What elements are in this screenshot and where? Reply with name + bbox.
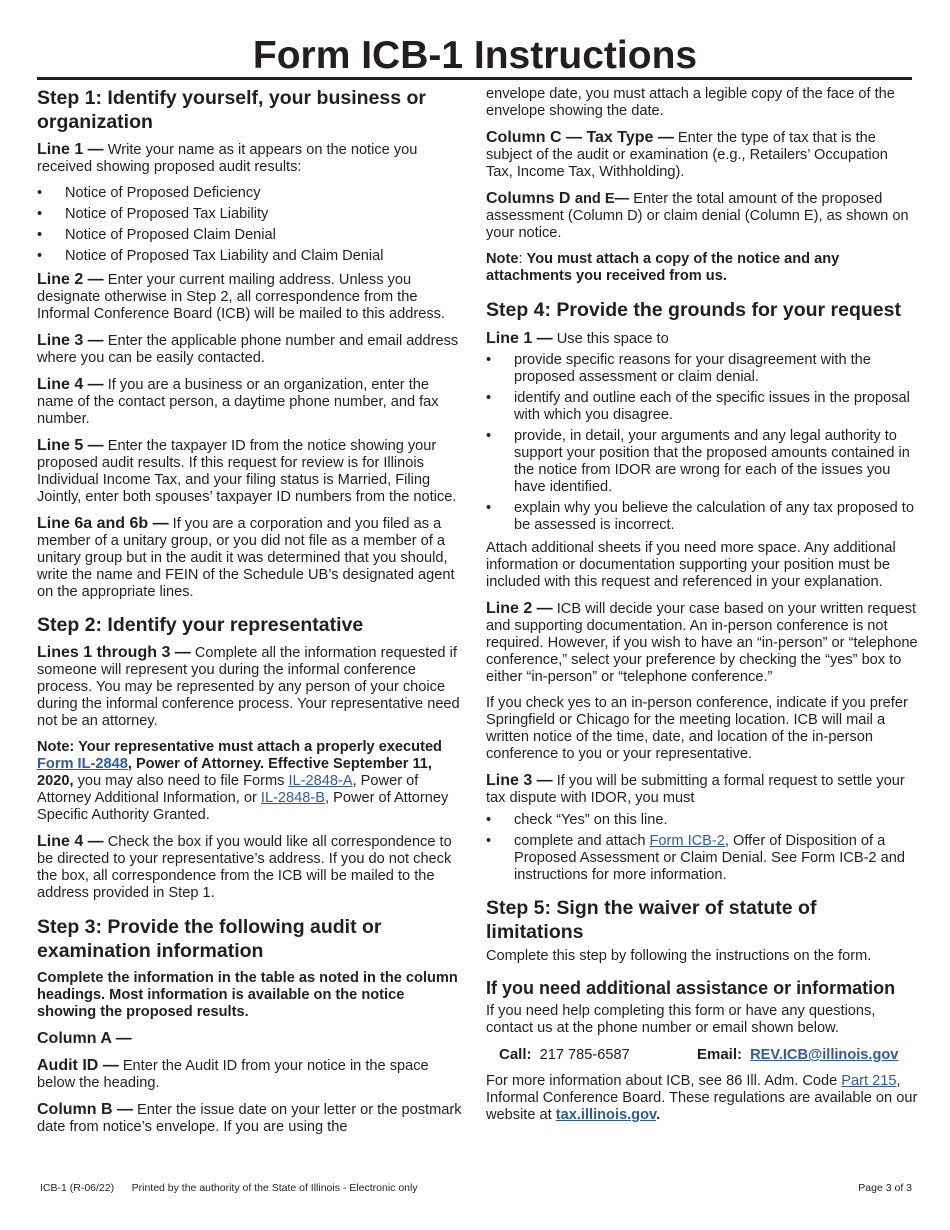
step1-line3	[37, 332, 465, 367]
line5-label: Line 5 —	[37, 437, 104, 454]
columns-d-e	[486, 190, 918, 242]
list-item-text: explain why you believe the calculation of any tax proposed to be assessed is incorrect.	[514, 500, 914, 533]
line4-text: If you are a business or an organization, enter the name of the contact person, a daytime phone number, and fax number.	[37, 377, 439, 427]
line2-label: Line 2 —	[37, 271, 104, 288]
form-icb-2-link[interactable]: Form ICB-2	[649, 833, 725, 849]
colDE-text: Enter the total amount of the proposed assessment (Column D) or claim denial (Column E), as shown on your notice.	[486, 191, 909, 241]
list-item	[486, 352, 918, 386]
step3-note	[486, 251, 918, 285]
list-item-text: provide specific reasons for your disagreement with the proposed assessment or claim denial.	[514, 352, 871, 385]
s4line1-label: Line 1 —	[486, 330, 553, 347]
s4line2-label: Line 2 —	[486, 600, 553, 617]
column-a	[37, 1030, 465, 1048]
step1-line6	[37, 515, 465, 601]
left-column	[37, 86, 465, 1145]
step2-heading: Step 2: Identify your representative	[37, 614, 364, 636]
line3-text: Enter the applicable phone number and email address where you can be easily contacted.	[37, 333, 459, 366]
note-text-2: , Power of Attorney Additional Information, or	[37, 773, 419, 806]
step4-line1	[486, 330, 918, 348]
list-item-text: complete and attach	[514, 833, 650, 849]
list-item	[37, 227, 465, 244]
line2-text: Enter your current mailing address. Unless you designate otherwise in Step 2, all correspondence from the Informal Conference Board (ICB) will be mailed to this address.	[37, 272, 445, 322]
line6-label: Line 6a and 6b —	[37, 515, 169, 532]
line4-label: Line 4 —	[37, 376, 104, 393]
bullet-icon: •	[37, 185, 43, 201]
note-bold-1: Note: Your representative must attach a properly executed	[37, 739, 442, 755]
colB-text: Enter the issue date on your letter or the postmark date from notice’s envelope. If you are using the	[37, 1102, 462, 1135]
more-text-1: For more information about ICB, see 86 Ill. Adm. Code	[486, 1073, 842, 1089]
call-info	[499, 1046, 697, 1064]
note-bold-2: , Power of Attorney. Effective September 11, 2020,	[37, 756, 432, 789]
list-item-text: identify and outline each of the specific issues in the proposal with which you disagree.	[514, 390, 910, 423]
note-colon: :	[518, 251, 527, 267]
step1-heading: Step 1: Identify yourself, your business or organization	[37, 87, 427, 133]
s2line4-text: Check the box if you would like all correspondence to be directed to your representative’s address. If you do not check the box, all correspondence from the ICB will be mailed to the address provided in Step 1.	[37, 834, 452, 901]
s4line2-text: ICB will decide your case based on your written request and supporting documentation. An in-person conference is not required. However, if you wish to have an “in-person” or “telephone conference,” select your preference by checking the “yes” box to either “in-person” or “telephone conference.”	[486, 601, 918, 685]
grounds-list	[486, 352, 918, 534]
form-il-2848-b-link[interactable]: IL-2848-B	[260, 790, 325, 806]
assist-heading: If you need additional assistance or information	[486, 978, 896, 998]
line3-label: Line 3 —	[37, 332, 104, 349]
list-item-text: Notice of Proposed Claim Denial	[65, 227, 276, 243]
title-rule	[37, 77, 912, 80]
footer-left: ICB-1 (R-06/22) Printed by the authority of the State of Illinois - Electronic only	[40, 1182, 418, 1194]
form-il-2848-link[interactable]: Form IL-2848	[37, 756, 128, 772]
list-item	[37, 206, 465, 223]
s4line3-label: Line 3 —	[486, 772, 553, 789]
email-label: Email:	[697, 1046, 743, 1063]
step5-heading: Step 5: Sign the waiver of statute of limitations	[486, 897, 817, 943]
note-text: You must attach a copy of the notice and any attachments you received from us.	[486, 251, 840, 284]
call-number: 217 785-6587	[539, 1047, 630, 1063]
bullet-icon: •	[486, 812, 492, 828]
page-title: Form ICB-1 Instructions	[252, 34, 698, 77]
auditid-label: Audit ID —	[37, 1057, 119, 1074]
step3-intro: Complete the information in the table as noted in the column headings. Most information is available on the notice showing the proposed results.	[37, 970, 458, 1020]
list-item	[486, 428, 918, 496]
right-column	[486, 86, 918, 1133]
bullet-icon: •	[486, 390, 492, 406]
colB-label: Column B —	[37, 1101, 133, 1118]
in-person-text: If you check yes to an in-person conference, indicate if you prefer Springfield or Chicago for the meeting location. ICB will mail a written notice of the time, date, and location of the in-person conference to you or your representative.	[486, 695, 908, 762]
step2-note	[37, 739, 465, 824]
s4line3-text: If you will be submitting a formal request to settle your tax dispute with IDOR, you must	[486, 773, 905, 806]
more-info-text	[486, 1073, 918, 1124]
list-item	[37, 248, 465, 265]
line5-text: Enter the taxpayer ID from the notice showing your proposed audit results. If this request for review is for Illinois Individual Income Tax, and your filing status is Married, Filing Jointly, enter both spouses’ taxpayer ID numbers from the notice.	[37, 438, 457, 505]
page-number: Page 3 of 3	[858, 1182, 912, 1194]
email-link[interactable]: REV.ICB@illinois.gov	[750, 1047, 899, 1063]
note-text-3: , Power of Attorney Specific Authority Granted.	[37, 790, 449, 823]
audit-id	[37, 1057, 465, 1092]
auditid-text: Enter the Audit ID from your notice in the space below the heading.	[37, 1058, 429, 1091]
notice-type-list	[37, 185, 465, 265]
contact-row	[486, 1046, 918, 1064]
line1-label: Line 1 —	[37, 141, 104, 158]
list-item	[486, 812, 918, 829]
tax-illinois-link[interactable]: tax.illinois.gov	[555, 1107, 657, 1123]
column-b-continued: envelope date, you must attach a legible copy of the face of the envelope showing the date.	[486, 86, 895, 119]
colC-text: Enter the type of tax that is the subject of the audit or examination (e.g., Retailers’ Occupation Tax, Income Tax, Withholding).	[486, 130, 888, 180]
list-item	[486, 390, 918, 424]
column-b	[37, 1101, 465, 1136]
colDE-label-1: Columns D	[486, 190, 575, 207]
step1-line2	[37, 271, 465, 323]
more-text-2: , Informal Conference Board. These regulations are available on our website at	[486, 1073, 918, 1123]
assist-text: If you need help completing this form or have any questions, contact us at the phone number or email shown below.	[486, 1003, 876, 1036]
list-item	[486, 833, 918, 884]
bullet-icon: •	[37, 227, 43, 243]
list-item	[37, 185, 465, 202]
colDE-label-2: and E—	[574, 191, 630, 207]
step4-line2	[486, 600, 918, 686]
colA-label: Column A —	[37, 1030, 132, 1047]
step4-line3	[486, 772, 918, 807]
step2-line4	[37, 833, 465, 902]
s4line1-text: Use this space to	[552, 331, 669, 347]
bullet-icon: •	[486, 352, 492, 368]
list-item-text-cont: , Offer of Disposition of a Proposed Assessment or Claim Denial. See Form ICB-2 and instructions for more information.	[514, 833, 905, 883]
lines13-label: Lines 1 through 3 —	[37, 644, 191, 661]
s2line4-label: Line 4 —	[37, 833, 104, 850]
list-item	[486, 500, 918, 534]
line6-text: If you are a corporation and you filed as a member of a unitary group, or you did not file as a member of a unitary group but in the audit it was determined that you should, write the name and FEIN of the Schedule UB’s designated agent on the appropriate lines.	[37, 516, 455, 600]
list-item-text: Notice of Proposed Tax Liability and Claim Denial	[65, 248, 384, 264]
step3-heading: Step 3: Provide the following audit or examination information	[37, 916, 382, 962]
bullet-icon: •	[37, 206, 43, 222]
more-text-3: .	[656, 1107, 661, 1123]
column-c	[486, 129, 918, 181]
step4-heading: Step 4: Provide the grounds for your request	[486, 299, 901, 321]
line1-text: Write your name as it appears on the notice you received showing proposed audit results:	[37, 142, 418, 175]
colC-label: Column C — Tax Type —	[486, 129, 674, 146]
bullet-icon: •	[37, 248, 43, 264]
form-il-2848-a-link[interactable]: IL-2848-A	[288, 773, 353, 789]
step2-lines1-3	[37, 644, 465, 730]
lines13-text: Complete all the information requested if someone will represent you during the informal conference process. You may be represented by any person of your choice during the informal conference process. Your representative need not be an attorney.	[37, 645, 460, 729]
bullet-icon: •	[486, 428, 492, 444]
part-215-link[interactable]: Part 215	[841, 1073, 897, 1089]
settle-list	[486, 812, 918, 884]
list-item-text: Notice of Proposed Deficiency	[65, 185, 261, 201]
note-label: Note	[486, 251, 519, 267]
step1-line5	[37, 437, 465, 506]
step5-text: Complete this step by following the instructions on the form.	[486, 948, 872, 964]
step1-line4	[37, 376, 465, 428]
bullet-icon: •	[486, 500, 492, 516]
list-item-text: Notice of Proposed Tax Liability	[65, 206, 269, 222]
note-text-1: you may also need to file Forms	[73, 773, 289, 789]
bullet-icon: •	[486, 833, 492, 849]
list-item-text: provide, in detail, your arguments and any legal authority to support your position that the proposed amounts contained in the notice from IDOR are wrong for each of the issues you have identified.	[514, 428, 910, 495]
list-item-text: check “Yes” on this line.	[514, 812, 668, 828]
step1-line1	[37, 141, 465, 176]
call-label: Call:	[499, 1046, 532, 1063]
attach-sheets-text: Attach additional sheets if you need more space. Any additional information or documentation supporting your position must be included with this request and referenced in your explanation.	[486, 540, 896, 590]
email-info	[697, 1046, 898, 1064]
